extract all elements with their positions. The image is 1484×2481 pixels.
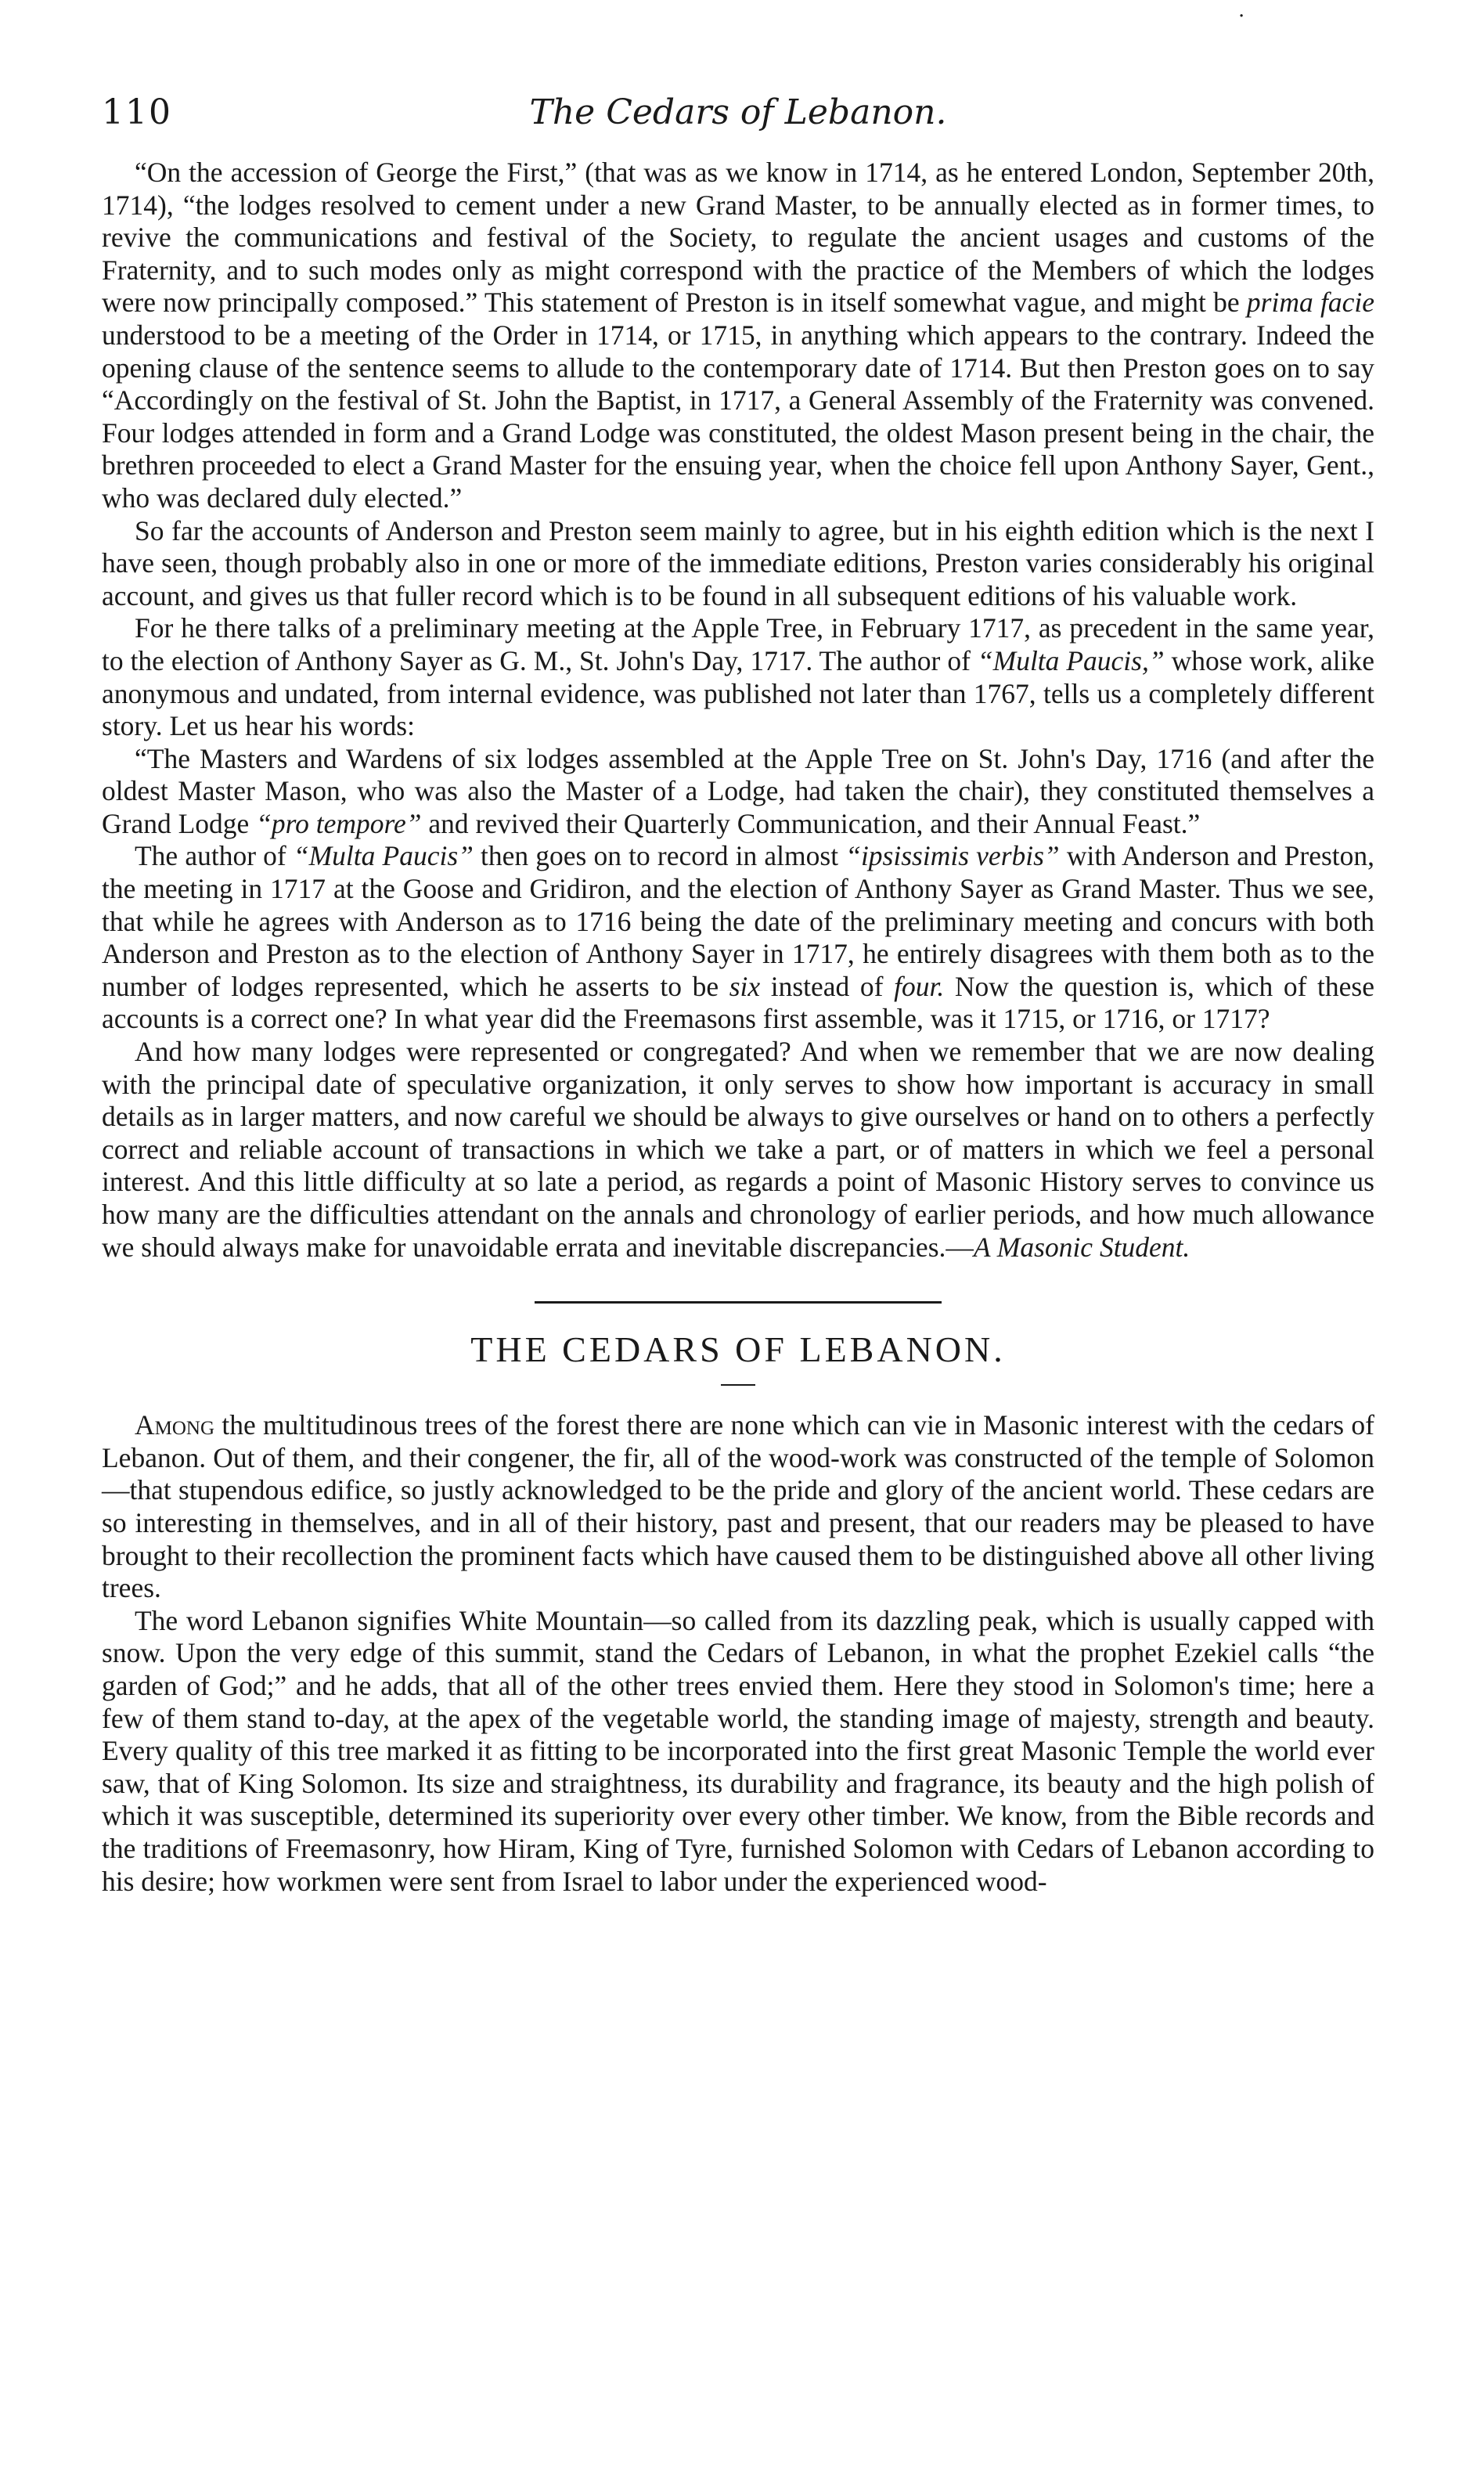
- title-underline: [721, 1384, 755, 1386]
- page-number: 110: [102, 92, 172, 132]
- author-signature: A Masonic Student.: [973, 1231, 1190, 1263]
- paragraph: “On the accession of George the First,” (that was as we know in 1714, as he entered London, September 20th, 1714), “the lodges resolved to cement under a new Grand Master, to be annually elected as in former times, to revive the communications and festival of the Society, to regulate the ancient usages and customs of the Fraternity, and to such modes only as might correspond with the practice of the Members of which the lodges were now principally composed.” This statement of Preston is in itself somewhat vague, and might be prima facie understood to be a meeting of the Order in 1714, or 1715, in anything which appears to the contrary. Indeed the opening clause of the sentence seems to allude to the contemporary date of 1714. But then Preston goes on to say “Accordingly on the festival of St. John the Baptist, in 1717, a General Assembly of the Fraternity was convened. Four lodges attended in form and a Grand Lodge was constituted, the oldest Mason present being in the chair, the brethren proceeded to elect a Grand Master for the ensuing year, when the choice fell upon Anthony Sayer, Gent., who was declared duly elected.”: [102, 157, 1375, 514]
- quotation-paragraph: “The Masters and Wardens of six lodges assembled at the Apple Tree on St. John's Day, 1716 (and after the oldest Master Mason, who was also the Master of a Lodge, had taken the chair), they constituted themselves a Grand Lodge “pro tempore” and revived their Quarterly Communication, and their Annual Feast.”: [102, 742, 1374, 839]
- italic-phrase: “pro tempore”: [256, 807, 422, 839]
- italic-word: four.: [894, 970, 945, 1002]
- running-title: The Cedars of Lebanon.: [529, 92, 947, 132]
- page-header: [102, 92, 1374, 139]
- section-title: THE CEDARS OF LEBANON.: [470, 1329, 1006, 1370]
- drop-lead-word: Among: [135, 1409, 215, 1441]
- italic-title: “Multa Paucis,”: [977, 644, 1165, 676]
- italic-phrase: prima facie: [1246, 287, 1375, 319]
- paragraph: So far the accounts of Anderson and Preston seem mainly to agree, but in his eighth edition which is the next I have seen, though probably also in one or more of the immediate editions, Preston varies considerably his original account, and gives us that fuller record which is to be found in all subsequent editions of his valuable work.: [102, 514, 1374, 611]
- article-cedars-of-lebanon: [102, 1329, 1374, 1898]
- stray-ink-dot: ·: [1238, 5, 1245, 28]
- paragraph: Among the multitudinous trees of the forest there are none which can vie in Masonic interest with the cedars of Lebanon. Out of them, and their congener, the fir, all of the wood-work was constructed of the temple of Solomon—that stupendous edifice, so justly acknowledged to be the pride and glory of the ancient world. These cedars are so interesting in themselves, and in all of their history, past and present, that our readers may be pleased to have brought to their recollection the prominent facts which have caused them to be distinguished above all other living trees.: [102, 1409, 1374, 1604]
- article-masonic-student: [102, 157, 1374, 1264]
- paragraph: And how many lodges were represented or congregated? And when we remember that we are now dealing with the principal date of speculative organization, it only serves to show how important is accuracy in small details as in larger matters, and now careful we should be always to give ourselves or hand on to others a perfectly correct and reliable account of transactions in which we take a part, or of matters in which we feel a personal interest. And this little difficulty at so late a period, as regards a point of Masonic History serves to convince us how many are the difficulties attendant on the annals and chronology of earlier periods, and how much allowance we should always make for unavoidable errata and inevitable discrepancies.—A Masonic Student.: [102, 1036, 1374, 1263]
- paragraph: The word Lebanon signifies White Mountain—so called from its dazzling peak, which is usually capped with snow. Upon the very edge of this summit, stand the Cedars of Lebanon, in what the prophet Ezekiel calls “the garden of God;” and he adds, that all of the other trees envied them. Here they stood in Solomon's time; here a few of them stand to-day, at the apex of the vegetable world, the standing image of majesty, strength and beauty. Every quality of this tree marked it as fitting to be incorporated into the first great Masonic Temple the world ever saw, that of King Solomon. Its size and straightness, its durability and fragrance, its beauty and the high polish of which it was susceptible, determined its superiority over every other timber. We know, from the Bible records and the traditions of Freemasonry, how Hiram, King of Tyre, furnished Solomon with Cedars of Lebanon according to his desire; how workmen were sent from Israel to labor under the experienced wood-: [102, 1604, 1374, 1897]
- italic-phrase: “ipsissimis verbis”: [845, 840, 1060, 872]
- italic-title: “Multa Paucis”: [293, 840, 474, 872]
- italic-word: six: [729, 970, 761, 1002]
- paragraph: The author of “Multa Paucis” then goes on to record in almost “ipsissimis verbis” with Anderson and Preston, the meeting in 1717 at the Goose and Gridiron, and the election of Anthony Sayer as Grand Master. Thus we see, that while he agrees with Anderson as to 1716 being the date of the preliminary meeting and concurs with both Anderson and Preston as to the election of Anthony Sayer in 1717, he entirely disagrees with them both as to the number of lodges represented, which he asserts to be six instead of four. Now the question is, which of these accounts is a correct one? In what year did the Freemasons first assemble, was it 1715, or 1716, or 1717?: [102, 840, 1375, 1035]
- section-divider: [535, 1301, 942, 1304]
- paragraph: For he there talks of a preliminary meeting at the Apple Tree, in February 1717, as precedent in the same year, to the election of Anthony Sayer as G. M., St. John's Day, 1717. The author of “Multa Paucis,” whose work, alike anonymous and undated, from internal evidence, was published not later than 1767, tells us a completely different story. Let us hear his words:: [102, 612, 1375, 742]
